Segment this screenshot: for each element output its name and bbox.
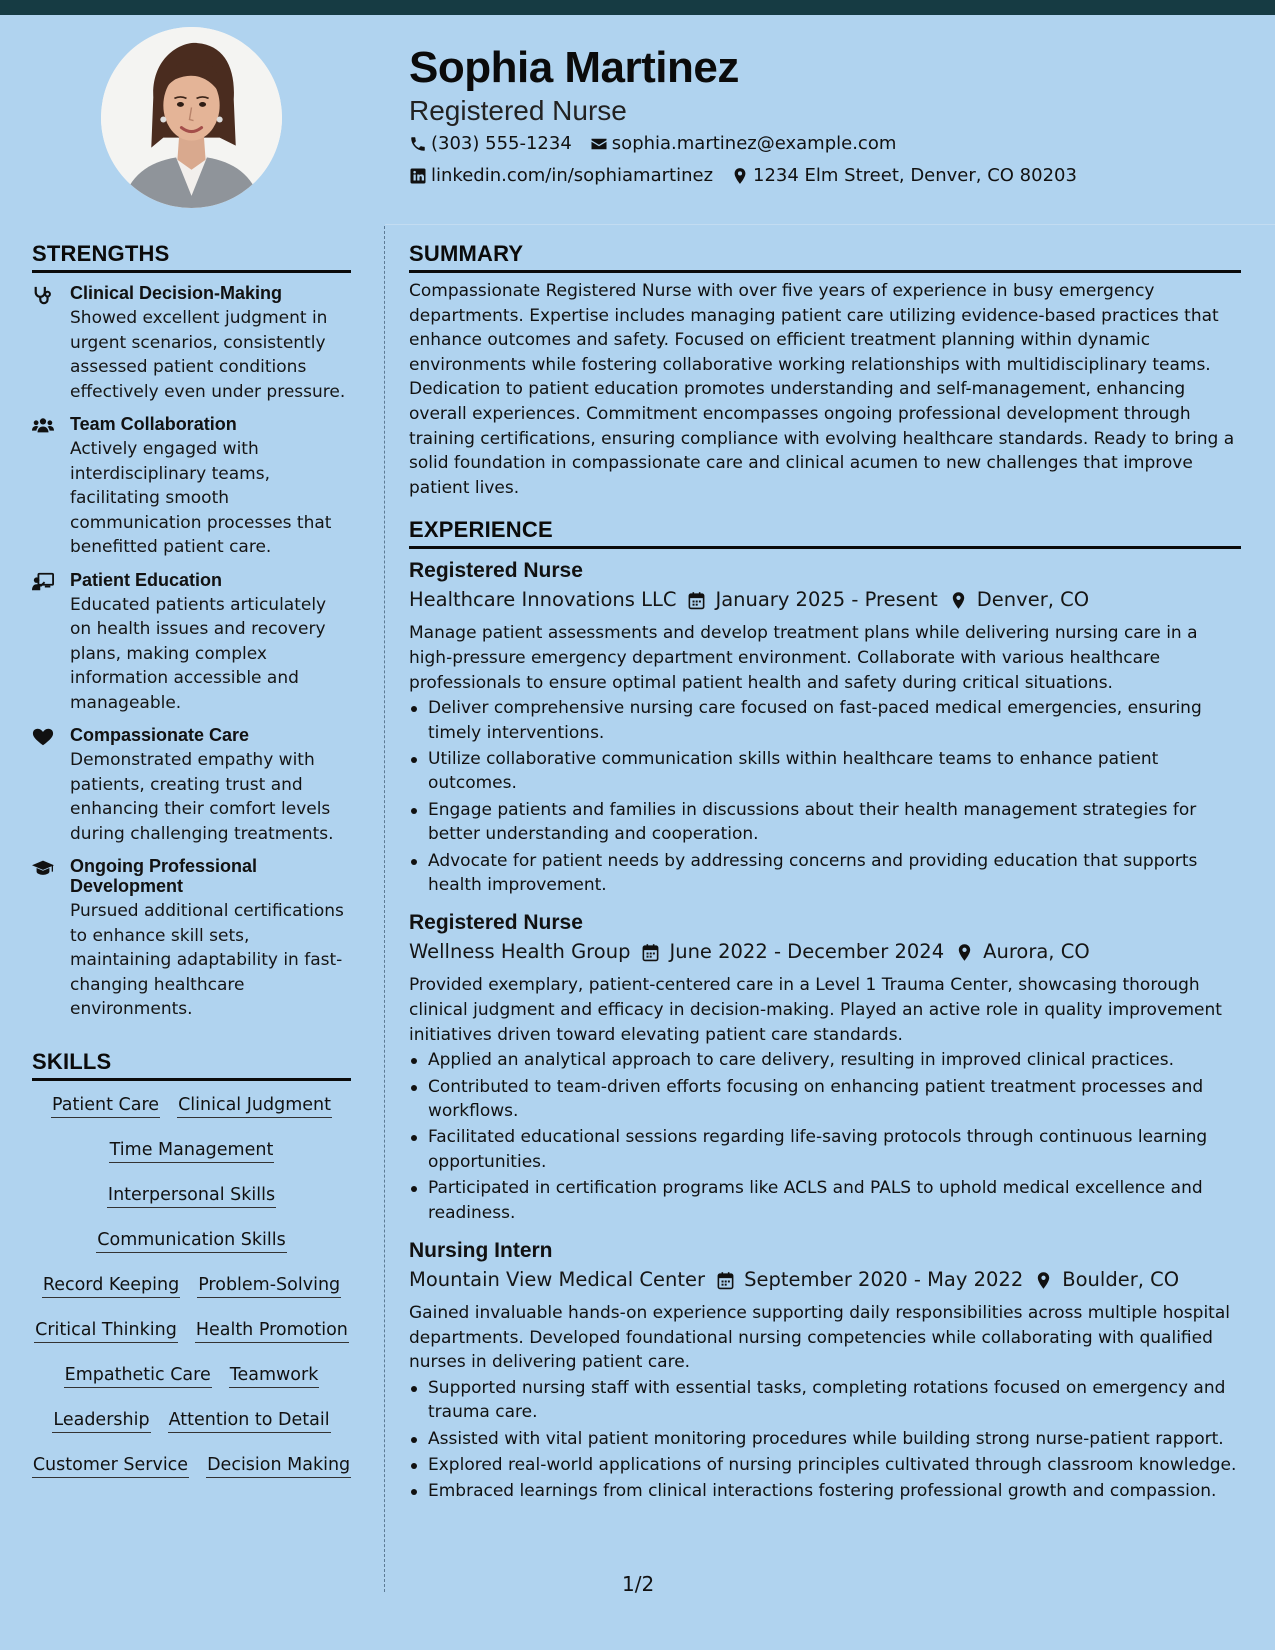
strength-desc: Actively engaged with interdisciplinary teams, facilitating smooth communication processes that benefitted patient care.: [70, 439, 332, 557]
map-pin-icon: [1034, 1271, 1053, 1290]
stethoscope-icon: [32, 283, 56, 307]
skill-tag: Patient Care: [51, 1095, 160, 1118]
phone-icon: [409, 135, 427, 153]
linkedin-icon: [409, 167, 427, 185]
contact-email[interactable]: [590, 133, 897, 154]
contact-address: [731, 165, 1077, 186]
strengths-heading: STRENGTHS: [32, 240, 351, 273]
summary-text: Compassionate Registered Nurse with over five years of experience in busy emergency departments. Expertise includes managing patient care utilizing evidence-based practices that enhance outcomes and safety. Focused on efficient treatment planning within dynamic environments while fostering collaborative working relationships with multidisciplinary teams. Dedication to patient education promotes understanding and self-management, enhancing overall experiences. Commitment encompasses ongoing professional development through training certifications, ensuring compliance with evolving healthcare standards. Ready to bring a solid foundation in compassionate care and clinical acumen to new challenges that improve patient lives.: [409, 281, 1235, 498]
job-bullets: [409, 1048, 1241, 1225]
job-entry: [409, 1237, 1241, 1504]
job-role: Registered Nurse: [409, 911, 583, 935]
job-meta: [409, 1267, 1241, 1293]
job-company: Wellness Health Group: [409, 940, 631, 964]
skill-row: [32, 1455, 351, 1478]
heart-icon: [32, 725, 56, 749]
strength-title: Ongoing Professional Development: [70, 856, 258, 896]
candidate-title: Registered Nurse: [409, 95, 627, 126]
envelope-icon: [590, 135, 608, 153]
profile-photo: [101, 27, 282, 208]
top-bar: [0, 0, 1275, 15]
skill-tag: Empathetic Care: [64, 1365, 212, 1388]
skill-tag: Critical Thinking: [34, 1320, 178, 1343]
map-pin-icon: [731, 167, 749, 185]
strength-item: [32, 570, 351, 716]
job-location: Denver, CO: [976, 588, 1090, 612]
job-bullet: Engage patients and families in discussions about their health management strategies for better understanding and cooperation.: [409, 798, 1241, 847]
map-pin-icon: [949, 591, 968, 610]
strength-item: [32, 725, 351, 846]
job-dates: June 2022 - December 2024: [669, 940, 945, 964]
linkedin-text: linkedin.com/in/sophiamartinez: [431, 165, 714, 186]
skill-row: [32, 1320, 351, 1343]
strength-desc: Educated patients articulately on health issues and recovery plans, making complex information accessible and manageable.: [70, 594, 327, 713]
contact-linkedin[interactable]: [409, 165, 713, 186]
job-meta: [409, 939, 1241, 965]
graduation-cap-icon: [32, 856, 56, 880]
job-bullet: Contributed to team-driven efforts focusing on enhancing patient treatment processes and workflows.: [409, 1075, 1241, 1124]
skill-row: [32, 1275, 351, 1298]
address-text: 1234 Elm Street, Denver, CO 80203: [753, 165, 1077, 186]
strength-title: Team Collaboration: [70, 414, 237, 434]
job-bullet: Facilitated educational sessions regarding life-saving protocols through continuous learning opportunities.: [409, 1125, 1241, 1174]
strength-title: Clinical Decision-Making: [70, 283, 283, 303]
chalkboard-teacher-icon: [32, 570, 56, 594]
skills-list: [32, 1095, 351, 1478]
skill-tag: Problem-Solving: [197, 1275, 341, 1298]
job-meta: [409, 587, 1241, 613]
summary-heading: SUMMARY: [409, 240, 1241, 273]
calendar-icon: [687, 591, 706, 610]
skill-tag: Clinical Judgment: [177, 1095, 332, 1118]
job-bullets: [409, 696, 1241, 897]
job-bullet: Assisted with vital patient monitoring procedures while building strong nurse-patient rapport.: [409, 1427, 1241, 1451]
skill-tag: Attention to Detail: [168, 1410, 331, 1433]
job-bullet: Utilize collaborative communication skills within healthcare teams to enhance patient outcomes.: [409, 747, 1241, 796]
candidate-name: Sophia Martinez: [409, 43, 739, 92]
skill-tag: Customer Service: [32, 1455, 189, 1478]
strength-title: Compassionate Care: [70, 725, 250, 745]
skill-tag: Decision Making: [206, 1455, 351, 1478]
map-pin-icon: [955, 943, 974, 962]
job-bullet: Advocate for patient needs by addressing concerns and providing education that supports health improvement.: [409, 849, 1241, 898]
skill-tag: Health Promotion: [195, 1320, 349, 1343]
skill-tag: Teamwork: [229, 1365, 320, 1388]
skill-tag: Communication Skills: [96, 1230, 286, 1253]
job-company: Mountain View Medical Center: [409, 1268, 706, 1291]
skills-heading: SKILLS: [32, 1048, 351, 1081]
skill-row: [32, 1095, 351, 1118]
skill-row: [32, 1140, 351, 1163]
job-bullets: [409, 1376, 1241, 1504]
skill-tag: Time Management: [109, 1140, 275, 1163]
job-bullet: Applied an analytical approach to care delivery, resulting in improved clinical practices.: [409, 1048, 1241, 1072]
job-description: Manage patient assessments and develop treatment plans while delivering nursing care in a high-pressure emergency department environment. Collaborate with various healthcare professionals to ensure optimal patient health and safety during critical situations.: [409, 623, 1198, 693]
contact-row-secondary: [409, 165, 1095, 186]
phone-text: (303) 555-1234: [431, 133, 572, 154]
job-dates: January 2025 - Present: [715, 588, 938, 612]
strength-item: [32, 414, 351, 560]
strength-desc: Demonstrated empathy with patients, creating trust and enhancing their comfort levels during challenging treatments.: [70, 750, 334, 844]
column-divider: [384, 226, 385, 1592]
job-location: Aurora, CO: [983, 940, 1090, 964]
strength-desc: Showed excellent judgment in urgent scenarios, consistently assessed patient conditions effectively even under pressure.: [70, 308, 346, 402]
job-bullet: Explored real-world applications of nursing principles cultivated through classroom knowledge.: [409, 1453, 1241, 1477]
users-icon: [32, 414, 56, 438]
job-bullet: Participated in certification programs like ACLS and PALS to uphold medical excellence and readiness.: [409, 1176, 1241, 1225]
job-bullet: Deliver comprehensive nursing care focused on fast-paced medical emergencies, ensuring timely interventions.: [409, 696, 1241, 745]
job-description: Provided exemplary, patient-centered care in a Level 1 Trauma Center, showcasing thorough clinical judgment and efficacy in decision-making. Played an active role in quality improvement initiatives driven toward elevating patient care standards.: [409, 975, 1222, 1045]
strength-item: [32, 856, 351, 1022]
job-bullet: Embraced learnings from clinical interactions fostering professional growth and compassion.: [409, 1479, 1241, 1503]
job-company: Healthcare Innovations LLC: [409, 588, 677, 612]
skill-tag: Interpersonal Skills: [107, 1185, 276, 1208]
page-number: 1/2: [622, 1572, 655, 1596]
left-column: [32, 240, 351, 1500]
skill-row: [32, 1410, 351, 1433]
contact-row-primary: [409, 133, 914, 154]
job-bullet: Supported nursing staff with essential tasks, completing rotations focused on emergency and trauma care.: [409, 1376, 1241, 1425]
contact-phone[interactable]: [409, 133, 572, 154]
skill-row: [32, 1365, 351, 1388]
experience-heading: EXPERIENCE: [409, 516, 1241, 549]
job-role: Registered Nurse: [409, 559, 583, 583]
strength-desc: Pursued additional certifications to enhance skill sets, maintaining adaptability in fast-changing healthcare environments.: [70, 901, 344, 1019]
job-location: Boulder, CO: [1062, 1268, 1180, 1291]
email-text: sophia.martinez@example.com: [611, 133, 897, 154]
job-entry: [409, 557, 1241, 897]
skill-row: [32, 1230, 351, 1253]
strength-item: [32, 283, 351, 404]
skill-tag: Leadership: [52, 1410, 150, 1433]
calendar-icon: [641, 943, 660, 962]
header-divider: [385, 224, 1275, 225]
job-entry: [409, 909, 1241, 1225]
skill-tag: Record Keeping: [42, 1275, 180, 1298]
calendar-icon: [716, 1271, 735, 1290]
job-description: Gained invaluable hands-on experience supporting daily responsibilities across multiple hospital departments. Developed foundational nursing competencies while collaborating with qualified nurses in delivering patient care.: [409, 1303, 1230, 1373]
skill-row: [32, 1185, 351, 1208]
strength-title: Patient Education: [70, 569, 223, 590]
job-role: Nursing Intern: [409, 1239, 553, 1262]
job-dates: September 2020 - May 2022: [744, 1268, 1024, 1291]
right-column: [409, 240, 1241, 1506]
